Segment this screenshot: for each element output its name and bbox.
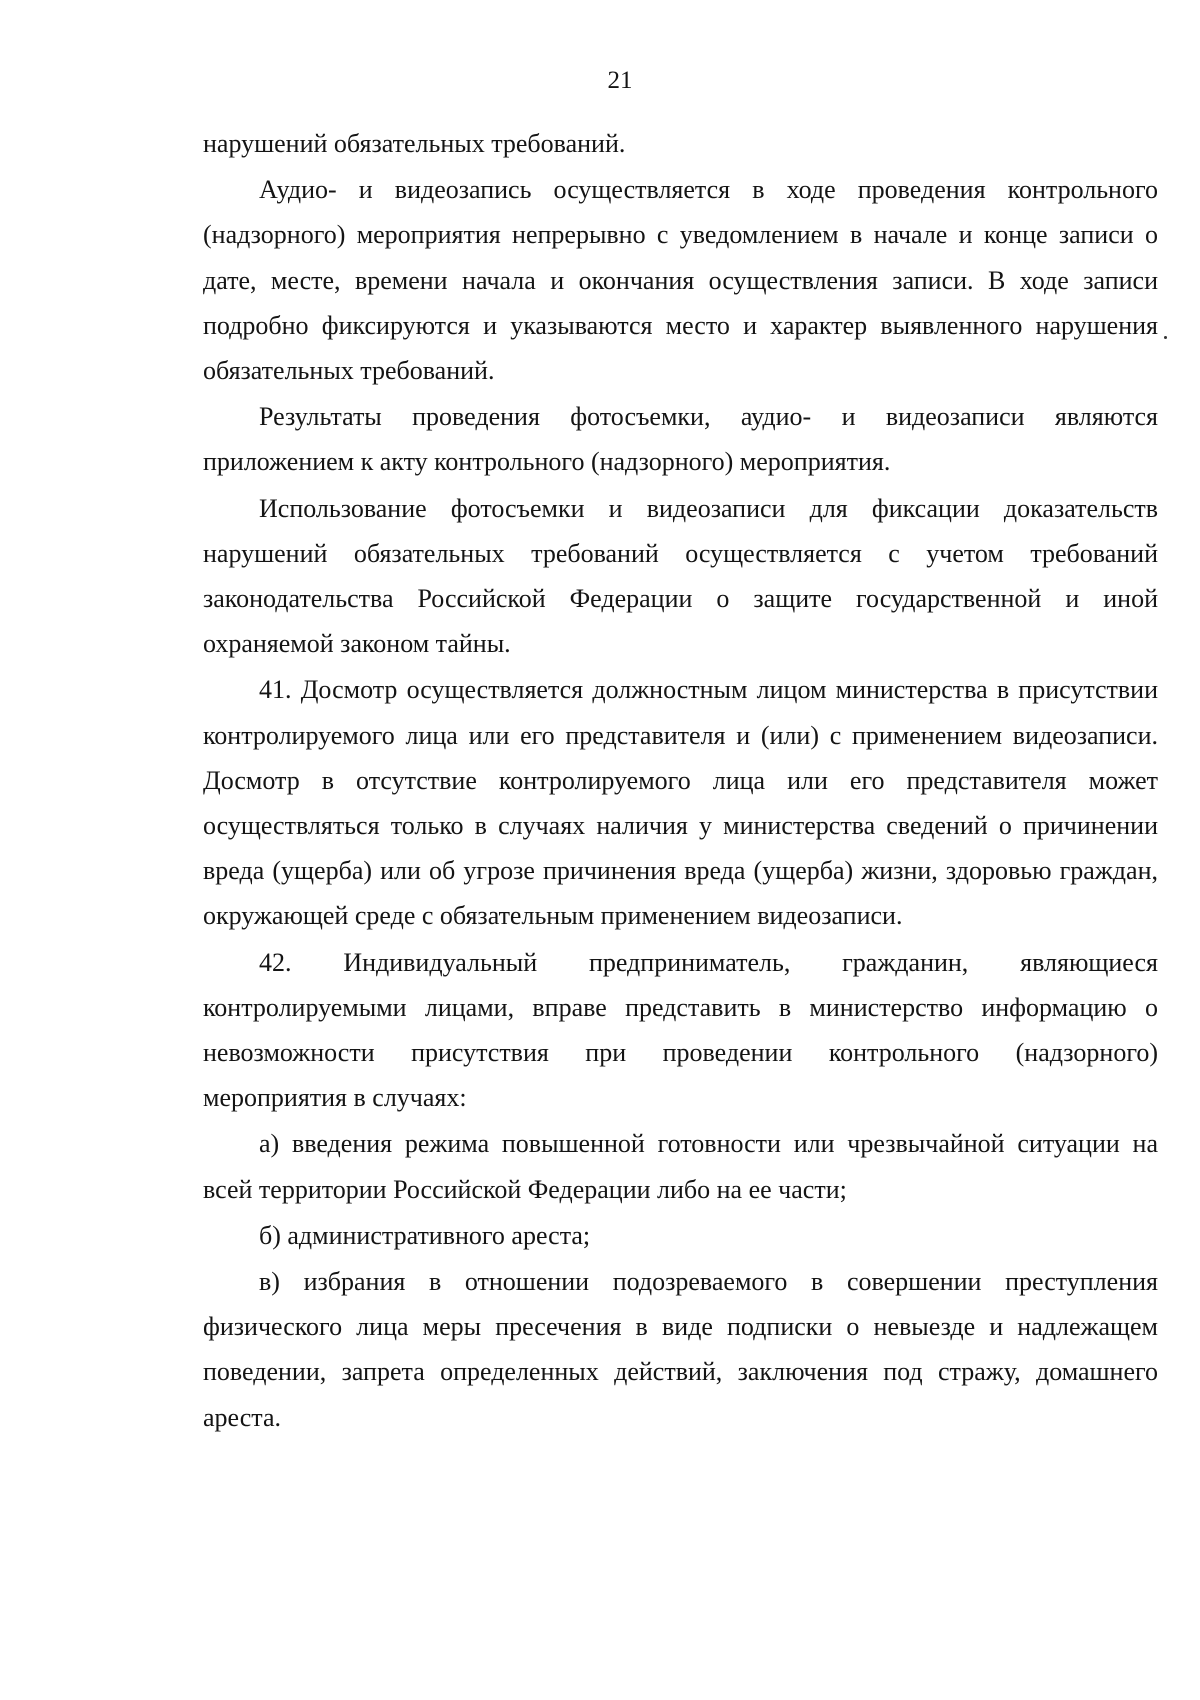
list-item-a: а) введения режима повышенной готовности или чрезвычайной ситуации на всей территории Российской Федерации либо на ее части; [203,1129,1158,1204]
paragraph-41-inspection: 41. Досмотр осуществляется должностным лицом министерства в присутствии контролируемого лица или его представителя и (или) с применением видеозаписи. Досмотр в отсутствие контролируемого лица или его представителя может осуществляться только в случаях наличия у министерства сведений о причинении вреда (ущерба) или об угрозе причинения вреда (ущерба) жизни, здоровью граждан, окружающей среде с обязательным применением видеозаписи. [203,675,1158,931]
paragraph-42-absence-info: 42. Индивидуальный предприниматель, гражданин, являющиеся контролируемыми лицами, вправе представить в министерство информацию о невозможности присутствия при проведении контрольного (надзорного) мероприятия в случаях: [203,947,1158,1113]
page-number: 21 [607,67,633,94]
list-item-v: в) избрания в отношении подозреваемого в совершении преступления физического лица меры пресечения в виде подписки о невыезде и надлежащем поведении, запрета определенных действий, заключения под стражу, домашнего ареста. [203,1267,1158,1432]
list-item-b: б) административного ареста; [259,1220,591,1250]
scan-dot-mark [1164,336,1167,339]
paragraph-recording-results: Результаты проведения фотосъемки, аудио- и видеозаписи являются приложением к акту контрольного (надзорного) мероприятия. [203,402,1158,477]
document-body [203,121,1158,1441]
paragraph-continuation: нарушений обязательных требований. [203,129,626,158]
paragraph-audio-video-recording: Аудио- и видеозапись осуществляется в ходе проведения контрольного (надзорного) мероприятия непрерывно с уведомлением в начале и конце записи о дате, месте, времени начала и окончания осуществления записи. В ходе записи подробно фиксируются и указываются место и характер выявленного нарушения обязательных требований. [203,175,1158,386]
paragraph-photo-video-use: Использование фотосъемки и видеозаписи для фиксации доказательств нарушений обязательных требований осуществляется с учетом требований законодательства Российской Федерации о защите государственной и иной охраняемой законом тайны. [203,493,1158,659]
